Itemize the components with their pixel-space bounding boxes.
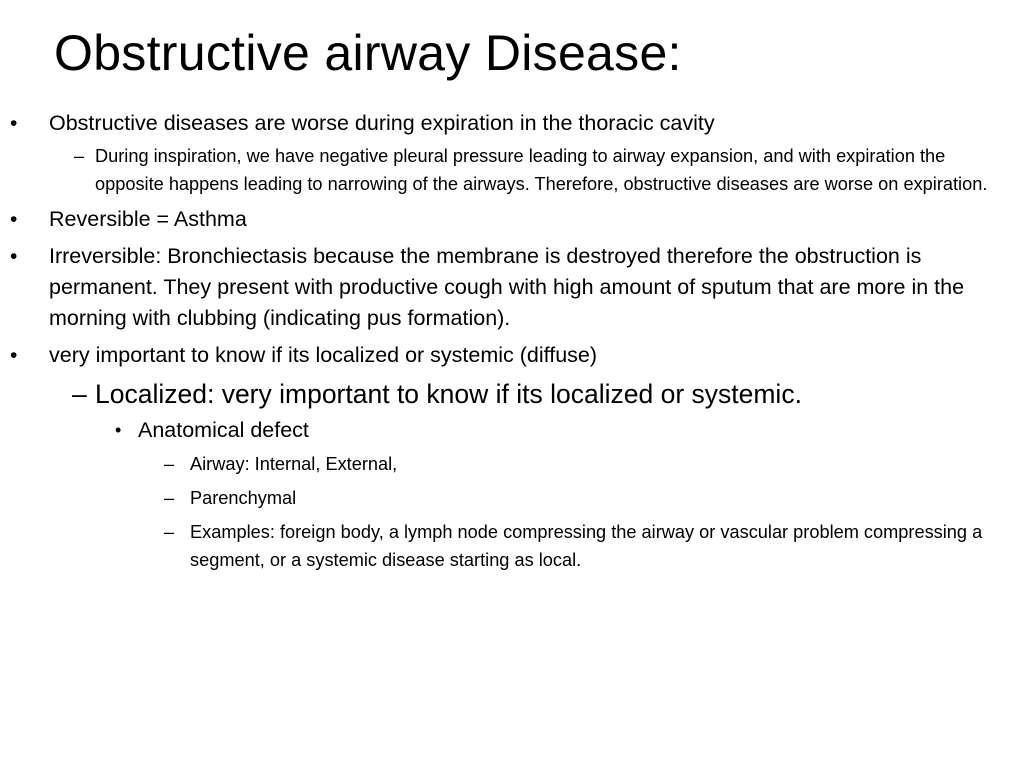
level4-text: Parenchymal bbox=[190, 488, 297, 508]
dash-marker: – bbox=[164, 522, 175, 542]
bullet-marker: • bbox=[10, 112, 18, 135]
bullet-marker: • bbox=[10, 208, 18, 231]
level4-item-airway bbox=[0, 450, 990, 478]
bullet-item-localized-systemic bbox=[0, 340, 995, 371]
level4-item-examples bbox=[0, 518, 990, 574]
level4-item-parenchymal bbox=[0, 484, 990, 512]
sub-bullet-text: Localized: very important to know if its localized or systemic. bbox=[95, 379, 802, 409]
level4-text: Examples: foreign body, a lymph node compressing the airway or vascular problem compressing a segment, or a systemic disease starting as local. bbox=[190, 522, 983, 570]
dash-marker: – bbox=[74, 146, 85, 166]
slide-title: Obstructive airway Disease: bbox=[54, 25, 682, 81]
sub-sub-bullet-anatomical-defect bbox=[0, 415, 998, 446]
bullet-item-irreversible bbox=[0, 241, 995, 334]
bullet-item-expiration bbox=[0, 108, 995, 139]
sub-bullet-text: During inspiration, we have negative pleural pressure leading to airway expansion, and with expiration the opposite happens leading to narrowing of the airways. Therefore, obstructive diseases are worse on expiration. bbox=[95, 146, 988, 194]
sub-bullet-inspiration bbox=[0, 143, 1000, 198]
bullet-list bbox=[0, 108, 1024, 574]
bullet-text: Obstructive diseases are worse during expiration in the thoracic cavity bbox=[49, 111, 715, 135]
bullet-text: Irreversible: Bronchiectasis because the membrane is destroyed therefore the obstruction is permanent. They present with productive cough with high amount of sputum that are more in the morning with clubbing (indicating pus formation). bbox=[49, 244, 965, 330]
level4-text: Airway: Internal, External, bbox=[190, 454, 398, 474]
dash-marker: – bbox=[72, 379, 87, 409]
bullet-text: very important to know if its localized or systemic (diffuse) bbox=[49, 343, 598, 367]
bullet-marker: • bbox=[10, 344, 18, 367]
dash-marker: – bbox=[164, 454, 175, 474]
bullet-marker: • bbox=[115, 420, 122, 440]
sub-bullet-localized bbox=[0, 375, 1000, 413]
sub-sub-bullet-text: Anatomical defect bbox=[138, 418, 309, 442]
dash-marker: – bbox=[164, 488, 175, 508]
bullet-item-reversible bbox=[0, 204, 995, 235]
bullet-text: Reversible = Asthma bbox=[49, 207, 247, 231]
bullet-marker: • bbox=[10, 245, 18, 268]
